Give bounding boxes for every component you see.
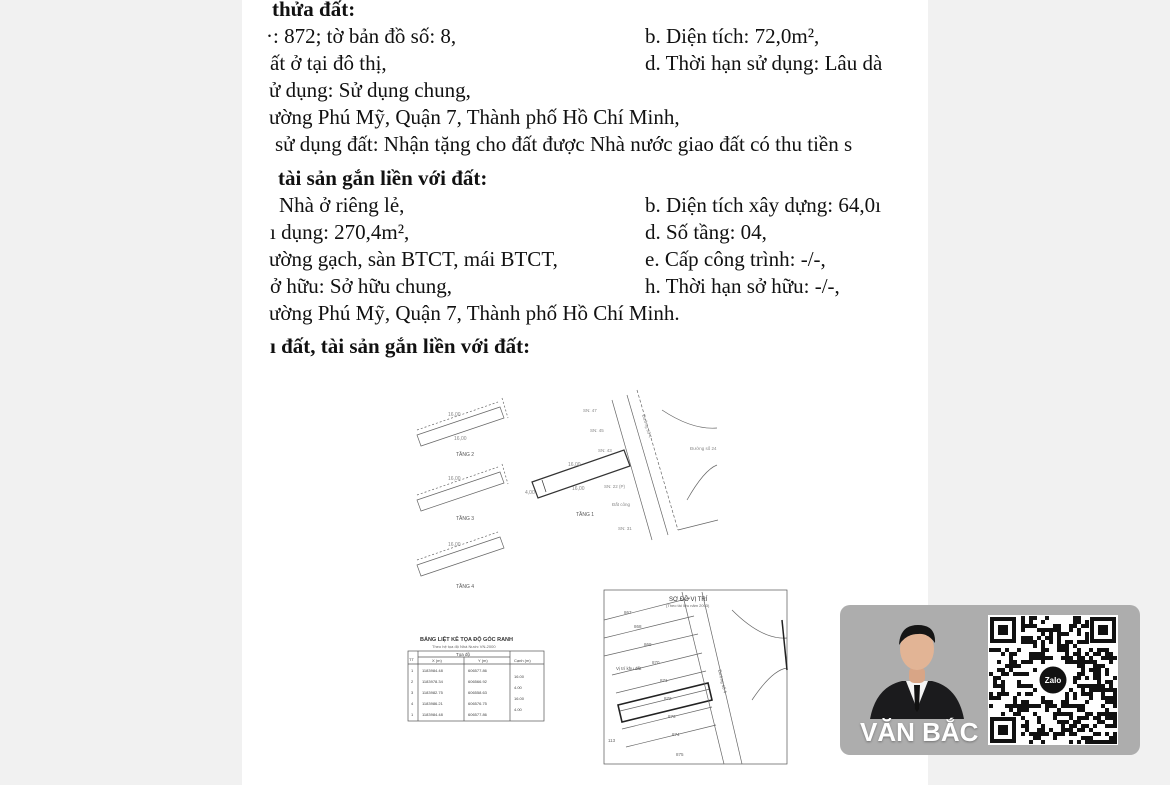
asset-floor-area: ı dụng: 270,4m², [270, 220, 410, 244]
coord-table-cell: 3 [411, 690, 414, 695]
coord-table-cell: 606566.92 [468, 679, 487, 684]
location-map-title: SƠ ĐỒ VỊ TRÍ [669, 597, 708, 603]
lot-number-label: 874 [672, 732, 680, 737]
site-plan-drawing [242, 370, 928, 785]
asset-type: Nhà ở riêng lẻ, [279, 193, 405, 217]
land-use-term: d. Thời hạn sử dụng: Lâu dà [645, 51, 883, 75]
floor-1-dim-bottom: 16,00 [572, 486, 585, 492]
land-section-heading: thửa đất: [272, 0, 356, 21]
coord-table-cell: 606576.75 [468, 701, 487, 706]
floor-4-dim: 16,00 [448, 542, 461, 548]
coord-table-cell: 1183984.48 [422, 668, 443, 673]
coord-col-x: X (m) [432, 658, 442, 663]
land-address: ường Phú Mỹ, Quận 7, Thành phố Hồ Chí Minh, [269, 105, 680, 129]
plot-label-sn22: SN: 22 (P) [604, 484, 626, 489]
lot-number-label: 113 [608, 738, 616, 743]
coord-table-cell: 1183986.21 [422, 701, 443, 706]
coord-table-cell: 4 [411, 701, 414, 706]
location-map-subtitle: (Theo tài liệu năm 2003) [666, 603, 710, 608]
asset-build-area: b. Diện tích xây dựng: 64,0ı [645, 193, 881, 217]
qr-finder-top-left [990, 617, 1016, 643]
coord-table-cell: 16.00 [514, 696, 525, 701]
zalo-qr-code[interactable] [988, 615, 1118, 745]
zalo-logo-text: Zalo [1044, 676, 1062, 685]
lot-number-label: 873 [668, 714, 676, 719]
floor-2-dim-bottom: 16,00 [454, 436, 467, 442]
plot-label-sn47: SN: 47 [583, 408, 597, 413]
lot-number-label: 871 [660, 678, 668, 683]
land-origin: sử dụng đất: Nhận tặng cho đất được Nhà nước giao đất có thu tiền s [275, 132, 853, 156]
coord-table-cell: 606558.63 [468, 690, 487, 695]
land-parcel-number: ·: 872; tờ bản đồ số: 8, [266, 24, 457, 48]
coord-table-cell: 4.00 [514, 707, 522, 712]
floor-2-dim-top: 16,00 [448, 412, 461, 418]
agent-photo [862, 613, 972, 723]
lot-number-label: 870 [652, 660, 660, 665]
coord-col-y: Y (m) [478, 658, 488, 663]
contact-badge[interactable] [840, 605, 1140, 755]
floor-2-plan [417, 398, 508, 458]
lot-number-label: 869 [644, 642, 652, 647]
floor-2-label: TẦNG 2 [456, 452, 475, 458]
lot-number-label: 868 [634, 624, 642, 629]
coordinate-table [408, 635, 544, 721]
coord-table-subtitle: Theo hệ tọa độ Nhà Nước VN-2000 [432, 644, 496, 649]
plot-label-sn45: SN: 45 [590, 428, 604, 433]
assets-section-heading: tài sản gắn liền với đất: [278, 166, 488, 190]
floor-3-dim: 16,00 [448, 476, 461, 482]
coord-table-cell: 606577.86 [468, 668, 487, 673]
certificate-text [242, 0, 897, 360]
diagram-heading: ı đất, tài sản gắn liền với đất: [270, 334, 531, 358]
lot-number-label: 875 [676, 752, 684, 757]
document-page [242, 0, 928, 785]
location-road: Đường số 4 [717, 669, 728, 694]
plot-label-sn43: SN: 43 [598, 448, 612, 453]
location-map [604, 590, 787, 764]
land-purpose: ất ở tại đô thị, [270, 51, 387, 75]
coord-table-cell: 606577.86 [468, 712, 487, 717]
coord-table-cell: 16.00 [514, 674, 525, 679]
public-land-label: Đất công [612, 502, 631, 507]
coord-table-cell: 1 [411, 712, 414, 717]
asset-floors: d. Số tầng: 04, [645, 220, 767, 244]
land-use-form: ử dụng: Sử dụng chung, [269, 78, 471, 102]
coord-col-tt: TT [409, 657, 414, 662]
floor-1-plan [525, 390, 718, 540]
plot-label-sn31: SN: 31 [618, 526, 632, 531]
land-area: b. Diện tích: 72,0m², [645, 24, 820, 48]
qr-finder-top-right [1090, 617, 1116, 643]
agent-name: VĂN BẮC [860, 717, 979, 747]
coord-table-cell: 4.00 [514, 685, 522, 690]
floor-1-label: TẦNG 1 [576, 512, 595, 518]
asset-address: ường Phú Mỹ, Quận 7, Thành phố Hồ Chí Minh. [269, 301, 680, 325]
coord-table-title: BẢNG LIỆT KÊ TỌA ĐỘ GÓC RANH [420, 637, 513, 643]
street-label-4: Đường số 4 [641, 413, 653, 439]
floor-4-plan [417, 532, 504, 590]
coord-table-cell: 1183978.34 [422, 679, 443, 684]
floor-3-plan [417, 464, 508, 522]
asset-ownership-term: h. Thời hạn sở hữu: -/-, [645, 274, 840, 298]
floor-1-dim-top: 16,00 [568, 462, 581, 468]
coord-col-edge: Cạnh (m) [514, 658, 531, 663]
asset-grade: e. Cấp công trình: -/-, [645, 247, 826, 271]
location-note: Vị trí khu đất [616, 666, 642, 671]
floor-1-dim-side: 4,00 [525, 490, 535, 496]
street-label-24: Đường số 24 [690, 446, 717, 451]
coord-table-group: Tọa độ [456, 652, 471, 657]
lot-number-label: 872 [664, 696, 672, 701]
floor-4-label: TẦNG 4 [456, 584, 475, 590]
coord-table-cell: 2 [411, 679, 414, 684]
coord-table-cell: 1 [411, 668, 414, 673]
asset-ownership: ở hữu: Sở hữu chung, [270, 274, 453, 298]
lot-number-label: 867 [624, 610, 632, 615]
floor-3-label: TẦNG 3 [456, 516, 475, 522]
coord-table-cell: 1183984.48 [422, 712, 443, 717]
coord-table-cell: 1183982.75 [422, 690, 443, 695]
asset-structure: ường gạch, sàn BTCT, mái BTCT, [269, 247, 558, 271]
qr-finder-bottom-left [990, 717, 1016, 743]
